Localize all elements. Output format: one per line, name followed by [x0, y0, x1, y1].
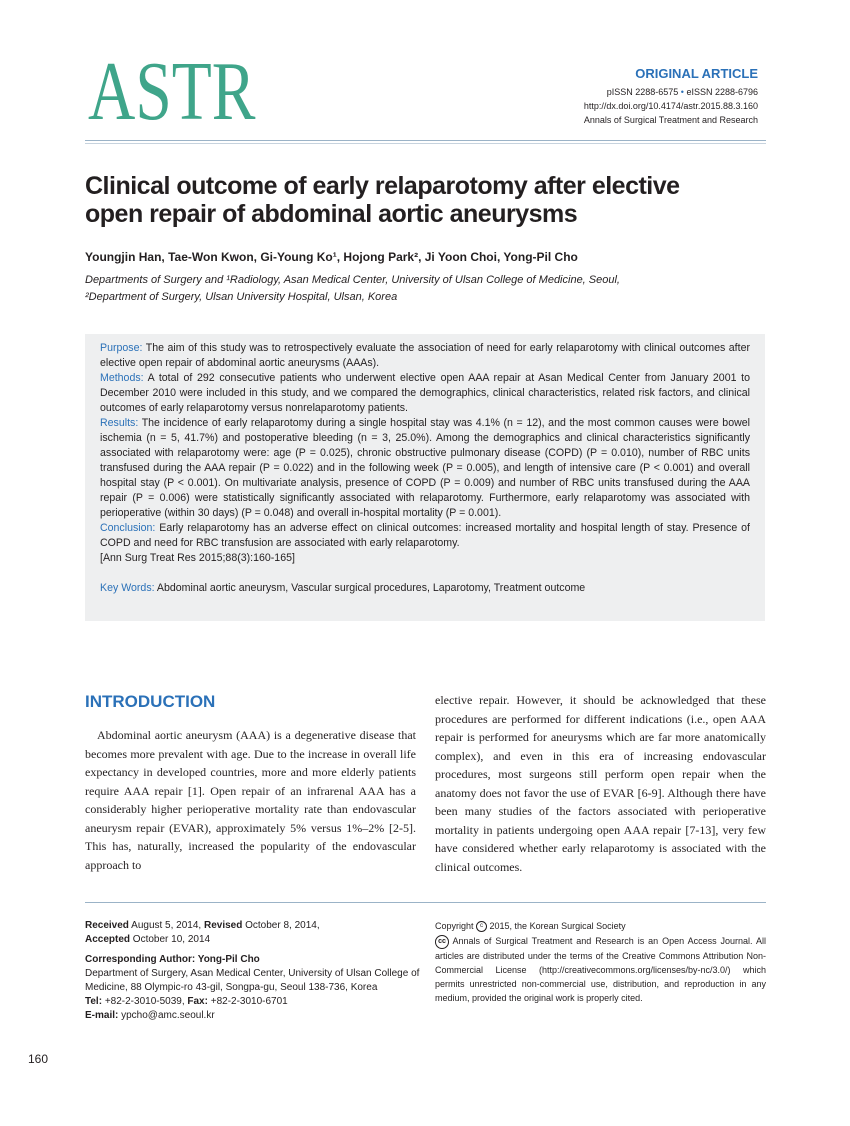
tel-number: +82-2-3010-5039, [102, 996, 188, 1007]
revised-label: Revised [203, 920, 243, 931]
fax-number: +82-2-3010-6701 [207, 996, 288, 1007]
conclusion-text: Early relaparotomy has an adverse effect on clinical outcomes: increased mortality and hospital length of stay. Presence of COPD and need for RBC transfusion are associated with early relaparotomy. [100, 522, 750, 549]
email-label: E-mail: [85, 1010, 119, 1021]
copyright-text: 2015, the Korean Surgical Society [487, 921, 626, 931]
abstract-purpose [100, 341, 750, 371]
abstract-methods [100, 371, 750, 416]
results-text: The incidence of early relaparotomy during a single hospital stay was 4.1% (n = 12), and the most common causes were bowel ischemia (n = 5, 41.7%) and postoperative bleeding (n = 3, 25.0%). Among the demographics and clinical characteristics significantly associated with relaparotomy were: age (P = 0.025), chronic obstructive pulmonary disease (COPD) (P = 0.010), number of RBC units transfused during the AAA repair (P = 0.022) and in the following week (P = 0.005), and length of intensive care (P < 0.001) and overall hospital stay (P < 0.001). On multivariate analysis, presence of COPD (P = 0.009) and number of RBC units transfused during the AAA repair (P = 0.006) were statistically significantly associated with relaparotomy. Furthermore, early relaparotomy was associated with perioperative (within 30 days) (P = 0.048) and overall in-hospital mortality (P = 0.001). [100, 417, 750, 519]
keywords-text: Abdominal aortic aneurysm, Vascular surgical procedures, Laparotomy, Treatment outcome [154, 582, 586, 594]
header-divider [85, 140, 766, 141]
intro-column-right: elective repair. However, it should be acknowledged that these procedures are performed for different indications (i.e., open AAA repair is performed for aneurysms which are far more anatomically complex), and even in this era of increasing endovascular procedures, most surgeons still perform open repair when the anatomy does not favor the use of EVAR [6-9]. Although there have been many studies of the factors associated with perioperative mortality in patients undergoing open AAA repair [7-13], very few have considered whether early relaparotomy is associated with the clinical outcomes. [435, 693, 766, 874]
affiliations [85, 272, 620, 306]
purpose-label: Purpose: [100, 342, 143, 354]
keywords-label: Key Words: [100, 582, 155, 594]
doi-link[interactable]: http://dx.doi.org/10.4174/astr.2015.88.3.160 [583, 101, 758, 111]
dates-line-1 [85, 919, 420, 933]
license-text-block [435, 934, 766, 1005]
phone-fax [85, 995, 420, 1009]
abstract-conclusion [100, 521, 750, 551]
corresponding-author: Corresponding Author: Yong-Pil Cho [85, 954, 260, 965]
author-list: Youngjin Han, Tae-Won Kwon, Gi-Young Ko¹, Hojong Park², Ji Yoon Choi, Yong-Pil Cho [85, 250, 578, 264]
copyright-icon: c [476, 921, 487, 932]
fax-label: Fax: [187, 996, 208, 1007]
results-label: Results: [100, 417, 139, 429]
journal-name: Annals of Surgical Treatment and Research [583, 115, 758, 125]
journal-logo: ASTR [88, 45, 256, 138]
title-line-2: open repair of abdominal aortic aneurysms [85, 200, 578, 228]
issn-line: pISSN 2288-6575 • eISSN 2288-6796 [606, 87, 758, 97]
section-heading-introduction: INTRODUCTION [85, 692, 216, 711]
affiliation-1: Departments of Surgery and ¹Radiology, Asan Medical Center, University of Ulsan College of Medicine, Seoul, [85, 274, 620, 286]
license-text: Annals of Surgical Treatment and Research is an Open Access Journal. All articles are distributed under the terms of the Creative Commons Attribution Non-Commercial License (http://creativecommons.org/licenses/by-nc/3.0/) which permits unrestricted non-commercial use, distribution, and reproduction in any medium, provided the original work is properly cited. [435, 936, 766, 1003]
eissn: eISSN 2288-6796 [686, 87, 758, 97]
pissn: pISSN 2288-6575 [606, 87, 679, 97]
copyright-license [435, 919, 766, 1005]
revised-date: October 8, 2014, [242, 920, 320, 931]
page-number: 160 [28, 1052, 49, 1066]
received-label: Received [85, 920, 129, 931]
intro-column-left: Abdominal aortic aneurysm (AAA) is a degenerative disease that becomes more prevalent with age. Due to the increase in overall life expectancy in developed countries, more and more elderly patients require AAA repair [1]. Open repair of an infrarenal AAA has a considerably higher perioperative mortality rate than endovascular aneurysm repair (EVAR), approximately 5% versus 1%–2% [2-5]. This has, naturally, increased the popularity of the endovascular approach to [85, 728, 416, 872]
article-title [85, 172, 765, 228]
affiliation-2: ²Department of Surgery, Ulsan University Hospital, Ulsan, Korea [85, 291, 398, 303]
abstract-results [100, 416, 750, 521]
dates-line-2 [85, 933, 420, 947]
tel-label: Tel: [85, 996, 103, 1007]
header-divider-thin [85, 143, 766, 144]
copyright-line [435, 919, 766, 933]
copyright-prefix: Copyright [435, 921, 477, 931]
article-type: ORIGINAL ARTICLE [635, 66, 758, 81]
abstract-citation: [Ann Surg Treat Res 2015;88(3):160-165] [100, 552, 295, 564]
methods-label: Methods: [100, 372, 144, 384]
accepted-date: October 10, 2014 [130, 934, 211, 945]
methods-text: A total of 292 consecutive patients who underwent elective open AAA repair at Asan Medical Center from January 2001 to December 2010 were included in this study, and we compared the demographics, clinical characteristics, related risk factors, and clinical outcomes of early relaparotomy versus nonrelaparotomy patients. [100, 372, 750, 414]
conclusion-label: Conclusion: [100, 522, 156, 534]
email-address[interactable]: ypcho@amc.seoul.kr [118, 1010, 215, 1021]
accepted-label: Accepted [85, 934, 131, 945]
title-line-1: Clinical outcome of early relaparotomy after elective [85, 172, 680, 200]
abstract-box [85, 334, 765, 621]
corresponding-address: Department of Surgery, Asan Medical Center, University of Ulsan College of Medicine, 88 Olympic-ro 43-gil, Songpa-gu, Seoul 138-736, Korea [85, 968, 420, 993]
footer-divider [85, 902, 766, 903]
header-info [584, 66, 758, 127]
purpose-text: The aim of this study was to retrospectively evaluate the association of need for early relaparotomy with clinical outcomes after elective open repair of abdominal aortic aneurysms (AAAs). [100, 342, 750, 369]
keywords [100, 581, 750, 596]
received-date: August 5, 2014, [128, 920, 204, 931]
email-line [85, 1009, 420, 1023]
creative-commons-icon: cc [435, 935, 449, 949]
article-dates-and-correspondence [85, 919, 420, 1023]
